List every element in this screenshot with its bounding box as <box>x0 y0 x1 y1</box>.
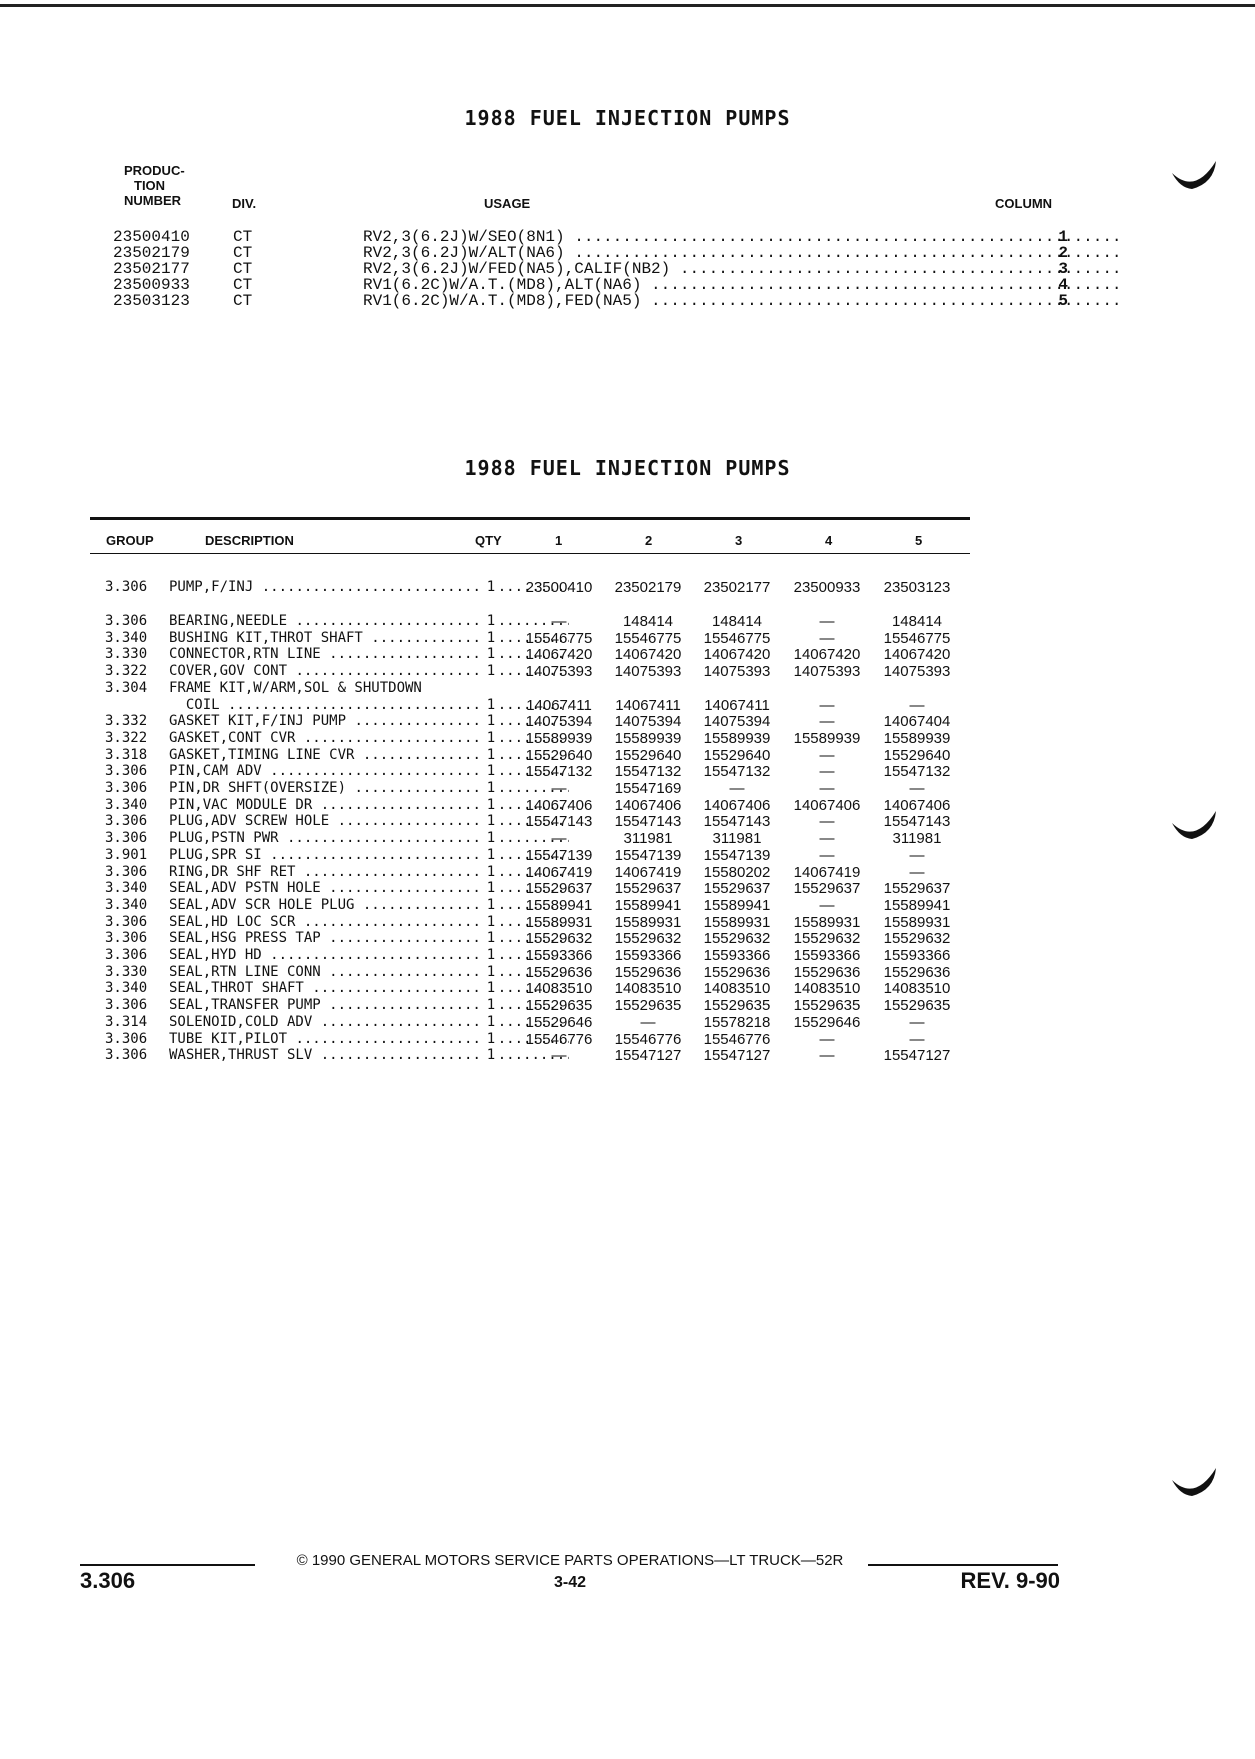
col2-cell: 14075394 <box>614 713 682 731</box>
col4-cell: 15529632 <box>793 930 861 948</box>
qty-cell: 1 <box>483 780 499 797</box>
table-row <box>90 613 970 630</box>
description-cell: RING,DR SHF RET ..... <box>169 864 569 881</box>
table-row <box>90 1014 970 1031</box>
description-cell: GASKET KIT,F/INJ PUMP ..... <box>169 713 569 730</box>
col5-cell: 15529635 <box>883 997 951 1015</box>
col2-cell: 14075393 <box>614 663 682 681</box>
col4-cell: — <box>819 629 835 647</box>
description-cell: SEAL,HSG PRESS TAP ..... <box>169 930 569 947</box>
description-cell: WASHER,THRUST SLV ..... <box>169 1047 569 1064</box>
description-cell: COVER,GOV CONT ..... <box>169 663 569 680</box>
column-number: 2 <box>1058 244 1068 262</box>
qty-cell: 1 <box>483 980 499 997</box>
group-cell: 3.330 <box>105 963 148 980</box>
qty-cell: 1 <box>483 747 499 764</box>
group-cell: 3.306 <box>105 997 148 1014</box>
col2-cell: 14083510 <box>614 980 682 998</box>
qty-cell: 1 <box>483 830 499 847</box>
col3-cell: 15546776 <box>703 1030 771 1048</box>
group-cell: 3.322 <box>105 729 148 746</box>
group-cell: 3.340 <box>105 629 148 646</box>
table-row <box>90 930 970 947</box>
division: CT <box>233 260 253 278</box>
division: CT <box>233 244 253 262</box>
col1-cell: 14083510 <box>525 980 593 998</box>
col3-cell: 15529635 <box>703 997 771 1015</box>
qty-cell: 1 <box>483 964 499 981</box>
col1-cell: 15529640 <box>525 746 593 764</box>
col4-cell: — <box>819 746 835 764</box>
production-number: 23503123 <box>113 292 190 310</box>
col1-cell: 15529646 <box>525 1013 593 1031</box>
col5-cell: 15547127 <box>883 1047 951 1065</box>
description-cell: PIN,CAM ADV ..... <box>169 763 569 780</box>
table-row <box>90 1031 970 1048</box>
col4-cell: — <box>819 1047 835 1065</box>
col3-cell: 14067406 <box>703 796 771 814</box>
col4-cell: 23500933 <box>793 579 861 596</box>
group-cell: 3.318 <box>105 746 148 763</box>
table-row <box>90 847 970 864</box>
table-row <box>90 646 970 663</box>
description-cell: SEAL,TRANSFER PUMP ..... <box>169 997 569 1014</box>
col2-cell: 14067420 <box>614 646 682 664</box>
column-number: 5 <box>1058 292 1068 310</box>
qty-cell: 1 <box>483 630 499 647</box>
col3-cell: 15529637 <box>703 880 771 898</box>
col5-cell: 14083510 <box>883 980 951 998</box>
usage-text: RV2,3(6.2J)W/SEO(8N1) ..... <box>363 229 1123 245</box>
col4-cell: — <box>819 763 835 781</box>
footer-rule-left <box>80 1564 255 1566</box>
col2-cell: 15529632 <box>614 930 682 948</box>
col2-cell: 15593366 <box>614 947 682 964</box>
table-row <box>90 830 970 847</box>
col5-cell: 15589941 <box>883 896 951 914</box>
column-number: 3 <box>1058 260 1068 278</box>
col2-cell: 15547139 <box>614 846 682 864</box>
col2-cell: 14067406 <box>614 796 682 814</box>
group-cell: 3.306 <box>105 947 148 963</box>
col3-cell: 15547143 <box>703 813 771 831</box>
header-div: DIV. <box>232 196 257 211</box>
col2-cell: 311981 <box>623 830 673 848</box>
col1-cell: — <box>551 780 567 797</box>
description-cell: BEARING,NEEDLE ..... <box>169 613 569 630</box>
col5-cell: 14075393 <box>883 663 951 681</box>
qty-cell: 1 <box>483 997 499 1014</box>
group-cell: 3.340 <box>105 880 148 897</box>
production-number: 23500933 <box>113 276 190 294</box>
col2-cell: 14067411 <box>615 696 681 714</box>
col4-cell: — <box>819 846 835 864</box>
footer-copyright: © 1990 GENERAL MOTORS SERVICE PARTS OPERATIONS—LT TRUCK—52R <box>296 1552 844 1569</box>
description-cell: TUBE KIT,PILOT ..... <box>169 1031 569 1048</box>
usage-text: RV1(6.2C)W/A.T.(MD8),FED(NA5) ..... <box>363 293 1123 309</box>
col4-cell: 15529636 <box>793 963 861 981</box>
table-top-rule <box>90 517 970 520</box>
header-usage: USAGE <box>484 196 531 211</box>
col4-cell: 14067419 <box>793 863 861 881</box>
col2-cell: 23502179 <box>614 579 682 596</box>
col1-cell: 15547143 <box>525 813 593 831</box>
col3-cell: 15547139 <box>703 846 771 864</box>
col2-cell: 15547169 <box>614 780 682 797</box>
table-row <box>90 947 970 964</box>
col-header-5: 5 <box>915 533 923 548</box>
group-cell: 3.314 <box>105 1013 148 1030</box>
col4-cell: — <box>819 830 835 848</box>
col5-cell: 15547143 <box>883 813 951 831</box>
col2-cell: 15529637 <box>614 880 682 898</box>
qty-cell: 1 <box>483 613 499 630</box>
table-row <box>90 897 970 914</box>
qty-cell: 1 <box>483 730 499 747</box>
group-cell: 3.330 <box>105 646 148 663</box>
group-cell: 3.340 <box>105 796 148 813</box>
col5-cell: 14067420 <box>883 646 951 664</box>
division: CT <box>233 228 253 246</box>
group-cell: 3.332 <box>105 713 148 730</box>
col5-cell: — <box>909 1030 925 1048</box>
col5-cell: 15593366 <box>883 947 951 964</box>
col1-cell: 15589931 <box>525 913 593 931</box>
table-row <box>90 747 970 764</box>
col3-cell: 15593366 <box>703 947 771 964</box>
footer-section-number: 3.306 <box>80 1568 136 1593</box>
col1-cell: 15546776 <box>525 1030 593 1048</box>
col3-cell: 15547127 <box>703 1047 771 1065</box>
col3-cell: 14067420 <box>703 646 771 664</box>
col5-cell: 15589939 <box>883 729 951 747</box>
description-cell: CONNECTOR,RTN LINE ..... <box>169 646 569 663</box>
col3-cell: 15529636 <box>703 963 771 981</box>
description-cell: GASKET,CONT CVR ..... <box>169 730 569 747</box>
production-number: 23500410 <box>113 228 190 246</box>
description-cell: PUMP,F/INJ ..... <box>169 579 569 596</box>
table-row <box>90 680 970 697</box>
description-cell: PLUG,PSTN PWR ..... <box>169 830 569 847</box>
col1-cell: 15589939 <box>525 729 593 747</box>
description-cell: SOLENOID,COLD ADV ..... <box>169 1014 569 1031</box>
group-cell: 3.306 <box>105 913 148 930</box>
group-cell: 3.306 <box>105 1030 148 1047</box>
col3-cell: 311981 <box>712 830 762 848</box>
col3-cell: 14067411 <box>704 696 770 714</box>
table-row <box>90 914 970 931</box>
col5-cell: 148414 <box>891 613 943 630</box>
col3-cell: 148414 <box>711 613 763 630</box>
col-header-qty: QTY <box>475 533 502 548</box>
footer-page-number: 3-42 <box>553 1574 587 1591</box>
group-cell: 3.340 <box>105 896 148 913</box>
group-cell: 3.901 <box>105 846 148 863</box>
col3-cell: 15589939 <box>703 729 771 747</box>
col1-cell: 15547139 <box>525 846 593 864</box>
col2-cell: 15546776 <box>614 1030 682 1048</box>
col4-cell: 14075393 <box>793 663 861 681</box>
group-cell: 3.304 <box>105 679 148 696</box>
col5-cell: 14067406 <box>883 796 951 814</box>
binder-hole-mark-icon <box>1170 155 1220 195</box>
table-row <box>90 1047 970 1064</box>
qty-cell: 1 <box>483 697 499 714</box>
col1-cell: 14067411 <box>526 696 592 714</box>
section-title: 1988 FUEL INJECTION PUMPS <box>464 456 791 480</box>
group-cell: 3.306 <box>105 930 148 947</box>
col1-cell: 15529637 <box>525 880 593 898</box>
description-cell: PLUG,SPR SI ..... <box>169 847 569 864</box>
col5-cell: 15589931 <box>883 913 951 931</box>
col4-cell: — <box>819 713 835 731</box>
table-row <box>90 813 970 830</box>
table-header-rule <box>90 553 970 554</box>
qty-cell: 1 <box>483 1047 499 1064</box>
col4-cell: — <box>819 696 835 714</box>
col2-cell: 15546775 <box>614 629 682 647</box>
group-cell: 3.306 <box>105 579 148 595</box>
column-number: 4 <box>1058 276 1068 294</box>
qty-cell: 1 <box>483 947 499 964</box>
description-cell: FRAME KIT,W/ARM,SOL & SHUTDOWN <box>169 679 422 696</box>
group-cell: 3.306 <box>105 763 148 780</box>
col3-cell: 14075393 <box>703 663 771 681</box>
col5-cell: — <box>909 780 925 797</box>
production-number: 23502179 <box>113 244 190 262</box>
description-cell: PIN,VAC MODULE DR ..... <box>169 797 569 814</box>
col5-cell: 15529636 <box>883 963 951 981</box>
qty-cell: 1 <box>483 797 499 814</box>
table-row <box>90 697 970 714</box>
col5-cell: — <box>909 696 925 714</box>
page-title: 1988 FUEL INJECTION PUMPS <box>464 106 791 130</box>
table-row <box>90 864 970 881</box>
usage-text: RV2,3(6.2J)W/ALT(NA6) ..... <box>363 245 1123 261</box>
qty-cell: 1 <box>483 914 499 931</box>
col1-cell: 14075394 <box>525 713 593 731</box>
group-cell: 3.306 <box>105 780 148 796</box>
col3-cell: 15589931 <box>703 913 771 931</box>
qty-cell: 1 <box>483 713 499 730</box>
col1-cell: — <box>551 1047 567 1065</box>
table-row <box>90 663 970 680</box>
col5-cell: 311981 <box>892 830 942 848</box>
qty-cell: 1 <box>483 763 499 780</box>
qty-cell: 1 <box>483 663 499 680</box>
description-cell: SEAL,HD LOC SCR ..... <box>169 914 569 931</box>
col5-cell: — <box>909 863 925 881</box>
col-header-2: 2 <box>645 533 653 548</box>
col5-cell: 15546775 <box>883 629 951 647</box>
top-border-rule <box>0 4 1255 7</box>
qty-cell: 1 <box>483 646 499 663</box>
table-row <box>90 964 970 981</box>
col1-cell: 14067420 <box>525 646 593 664</box>
description-cell: SEAL,RTN LINE CONN ..... <box>169 964 569 981</box>
col3-cell: 23502177 <box>703 579 771 596</box>
table-row <box>90 780 970 797</box>
col3-cell: 15580202 <box>703 863 771 881</box>
description-cell: SEAL,HYD HD ..... <box>169 947 569 964</box>
col3-cell: 15589941 <box>703 896 771 914</box>
table-row <box>90 880 970 897</box>
col3-cell: 15578218 <box>703 1013 771 1031</box>
col4-cell: — <box>819 1030 835 1048</box>
col4-cell: 15589931 <box>793 913 861 931</box>
col4-cell: 15529635 <box>793 997 861 1015</box>
qty-cell: 1 <box>483 864 499 881</box>
col1-cell: 14075393 <box>525 663 593 681</box>
col1-cell: 15529632 <box>525 930 593 948</box>
qty-cell: 1 <box>483 1014 499 1031</box>
col3-cell: — <box>729 780 745 797</box>
col1-cell: 23500410 <box>525 579 593 596</box>
col2-cell: 15529636 <box>614 963 682 981</box>
col4-cell: — <box>819 780 835 797</box>
col2-cell: 15529640 <box>614 746 682 764</box>
table-row <box>90 997 970 1014</box>
binder-hole-mark-icon <box>1170 805 1220 845</box>
description-cell: SEAL,THROT SHAFT ..... <box>169 980 569 997</box>
col5-cell: — <box>909 846 925 864</box>
table-row <box>90 980 970 997</box>
binder-hole-mark-icon <box>1170 1462 1220 1502</box>
table-row <box>90 713 970 730</box>
col3-cell: 14083510 <box>703 980 771 998</box>
col2-cell: 148414 <box>622 613 674 630</box>
group-cell: 3.322 <box>105 663 148 680</box>
col2-cell: 15547132 <box>614 763 682 781</box>
description-cell: SEAL,ADV PSTN HOLE ..... <box>169 880 569 897</box>
col2-cell: 15589931 <box>614 913 682 931</box>
description-cell: SEAL,ADV SCR HOLE PLUG ..... <box>169 897 569 914</box>
col4-cell: 15529637 <box>793 880 861 898</box>
col1-cell: — <box>551 830 567 848</box>
qty-cell: 1 <box>483 813 499 830</box>
col1-cell: 15547132 <box>525 763 593 781</box>
group-cell: 3.306 <box>105 613 148 629</box>
col3-cell: 14075394 <box>703 713 771 731</box>
col4-cell: 15593366 <box>793 947 861 964</box>
table-row <box>90 730 970 747</box>
col5-cell: 23503123 <box>883 579 951 596</box>
col1-cell: 14067419 <box>525 863 593 881</box>
header-number-line2: TION <box>134 178 166 193</box>
description-cell: PIN,DR SHFT(OVERSIZE) ..... <box>169 780 569 797</box>
division: CT <box>233 276 253 294</box>
col5-cell: 14067404 <box>883 713 951 731</box>
col4-cell: 14067406 <box>793 796 861 814</box>
col1-cell: 15593366 <box>525 947 593 964</box>
table-row <box>90 630 970 647</box>
group-cell: 3.306 <box>105 830 148 847</box>
header-column: COLUMN <box>995 196 1053 211</box>
footer-rule-right <box>868 1564 1058 1566</box>
col1-cell: 15529636 <box>525 963 593 981</box>
col2-cell: 15529635 <box>614 997 682 1015</box>
col5-cell: 15547132 <box>883 763 951 781</box>
col4-cell: 14067420 <box>793 646 861 664</box>
col3-cell: 15547132 <box>703 763 771 781</box>
col4-cell: — <box>819 896 835 914</box>
header-number-line3: NUMBER <box>124 193 182 208</box>
col5-cell: — <box>909 1013 925 1031</box>
usage-text: RV2,3(6.2J)W/FED(NA5),CALIF(NB2) ..... <box>363 261 1123 277</box>
usage-text: RV1(6.2C)W/A.T.(MD8),ALT(NA6) ..... <box>363 277 1123 293</box>
group-cell: 3.340 <box>105 980 148 997</box>
qty-cell: 1 <box>483 1031 499 1048</box>
col-header-group: GROUP <box>106 533 154 548</box>
table-row <box>90 579 970 596</box>
col3-cell: 15529640 <box>703 746 771 764</box>
qty-cell: 1 <box>483 930 499 947</box>
col5-cell: 15529637 <box>883 880 951 898</box>
group-cell: 3.306 <box>105 1047 148 1064</box>
col4-cell: — <box>819 613 835 630</box>
col1-cell: 15589941 <box>525 896 593 914</box>
col1-cell: — <box>551 613 567 630</box>
col1-cell: 15529635 <box>525 997 593 1015</box>
description-cell: PLUG,ADV SCREW HOLE ..... <box>169 813 569 830</box>
group-cell: 3.306 <box>105 863 148 880</box>
division: CT <box>233 292 253 310</box>
col1-cell: 14067406 <box>525 796 593 814</box>
col-header-1: 1 <box>555 533 563 548</box>
qty-cell: 1 <box>483 847 499 864</box>
col2-cell: — <box>640 1013 656 1031</box>
col4-cell: — <box>819 813 835 831</box>
footer-revision: REV. 9-90 <box>960 1568 1060 1593</box>
col3-cell: 15546775 <box>703 629 771 647</box>
col1-cell: 15546775 <box>525 629 593 647</box>
group-cell: 3.306 <box>105 813 148 830</box>
header-production-number <box>124 163 185 208</box>
col-header-3: 3 <box>735 533 743 548</box>
col2-cell: 15547127 <box>614 1047 682 1065</box>
col4-cell: 15529646 <box>793 1013 861 1031</box>
table-row <box>90 797 970 814</box>
qty-cell: 1 <box>483 579 499 596</box>
col3-cell: 15529632 <box>703 930 771 948</box>
col2-cell: 15589941 <box>614 896 682 914</box>
col5-cell: 15529632 <box>883 930 951 948</box>
production-number: 23502177 <box>113 260 190 278</box>
col4-cell: 15589939 <box>793 729 861 747</box>
col2-cell: 15589939 <box>614 729 682 747</box>
qty-cell: 1 <box>483 880 499 897</box>
description-cell: GASKET,TIMING LINE CVR ..... <box>169 747 569 764</box>
col2-cell: 15547143 <box>614 813 682 831</box>
col4-cell: 14083510 <box>793 980 861 998</box>
qty-cell: 1 <box>483 897 499 914</box>
description-cell: BUSHING KIT,THROT SHAFT ..... <box>169 630 569 647</box>
header-number-line1: PRODUC- <box>124 163 185 178</box>
column-number: 1 <box>1058 228 1068 246</box>
col-header-4: 4 <box>825 533 833 548</box>
description-cell: COIL ..... <box>169 697 569 714</box>
col2-cell: 14067419 <box>614 863 682 881</box>
col5-cell: 15529640 <box>883 746 951 764</box>
col-header-description: DESCRIPTION <box>205 533 294 548</box>
table-row <box>90 763 970 780</box>
